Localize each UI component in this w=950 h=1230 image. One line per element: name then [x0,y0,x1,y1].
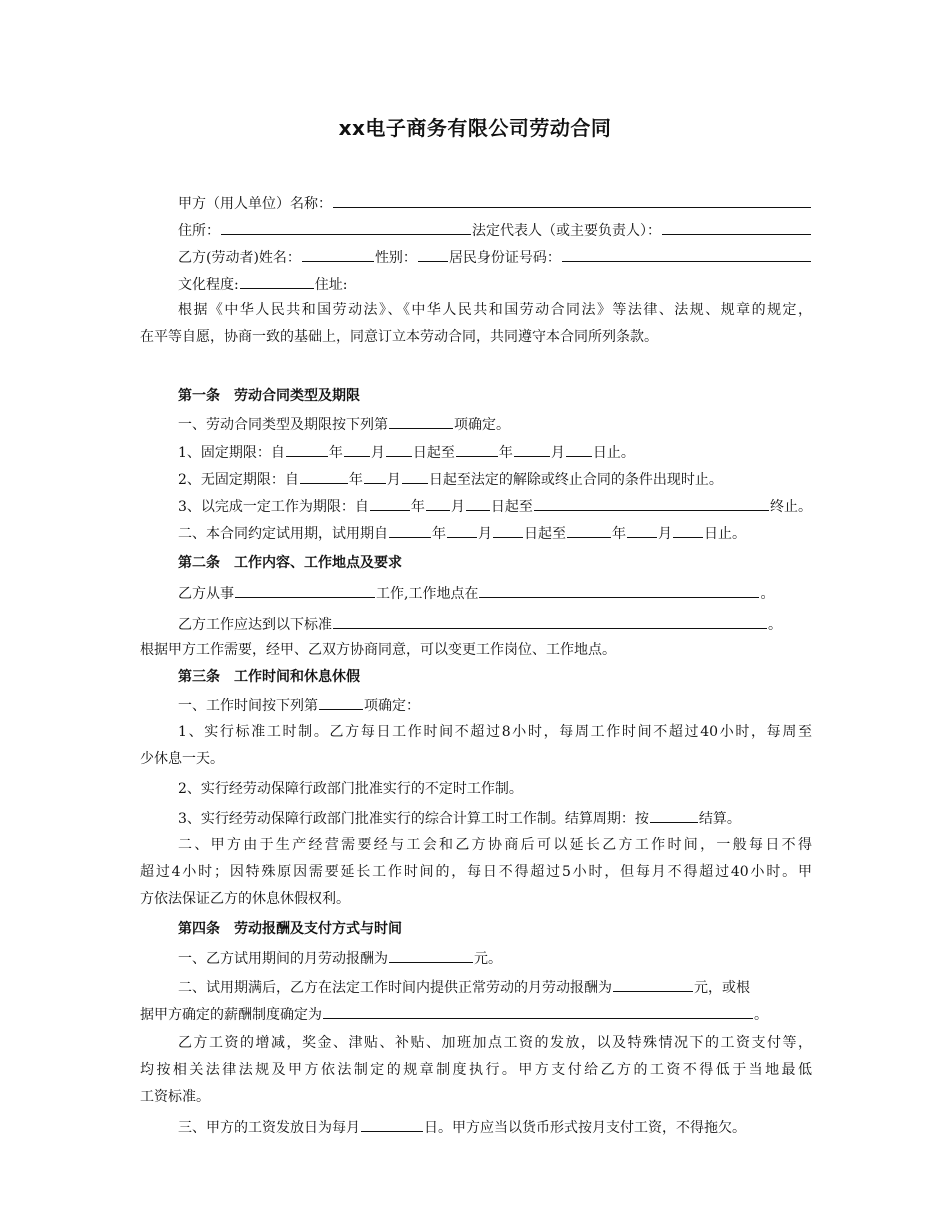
residence-label: 住址: [314,277,348,293]
work-location-blank[interactable] [479,582,759,598]
fixed-end-day-blank[interactable] [566,441,592,457]
day-from-label: 日起至 [490,499,533,515]
article4-line-5: 均按相关法律法规及甲方依法制定的规章制度执行。甲方支付给乙方的工资不得低于当地最低 [140,1062,812,1078]
article3-heading: 第三条 工作时间和休息休假 [178,669,360,685]
year-label: 年 [328,445,343,461]
gender-label: 性别： [374,250,417,266]
work-standard-line [178,613,812,635]
regular-pay-label: 二、试用期满后，乙方在法定工作时间内提供正常劳动的月劳动报酬为 [178,980,612,996]
fixed-start-month-blank[interactable] [344,441,370,457]
open-term-suffix: 日起至法定的解除或终止合同的条件出现时止。 [428,472,723,488]
party-b-name-label: 乙方(劳动者)姓名： [178,250,301,266]
work-hours-suffix: 项确定： [364,698,420,714]
payday-suffix: 日。甲方应当以货币形式按月支付工资，不得拖欠。 [424,1120,746,1136]
salary-system-blank[interactable] [323,1003,753,1019]
probation-line [178,522,812,544]
party-b-line [178,246,812,268]
day-from-label: 日起至 [524,526,566,542]
probation-end-year-blank[interactable] [567,522,611,538]
article4-line-2 [178,976,812,998]
year-label: 年 [498,445,513,461]
id-number-label: 居民身份证号码： [448,250,561,266]
gender-blank[interactable] [418,246,448,262]
article1-line-1 [178,413,812,435]
article3-line-1 [178,694,812,716]
task-start-year-blank[interactable] [370,495,410,511]
fixed-term-line [178,441,812,463]
party-a-name-blank[interactable] [333,192,811,208]
year-label: 年 [348,472,363,488]
open-term-label: 2、无固定期限：自 [178,472,299,488]
article4-line-4: 乙方工资的增减，奖金、津贴、补贴、加班加点工资的发放，以及特殊情况下的工资支付等， [178,1035,812,1051]
job-line [178,582,812,604]
article4-heading: 第四条 劳动报酬及支付方式与时间 [178,921,402,937]
task-description-blank[interactable] [534,495,769,511]
open-start-month-blank[interactable] [364,468,386,484]
address-line [178,219,812,241]
article4-line-6: 工资标准。 [140,1089,210,1105]
probation-label: 二、本合同约定试用期，试用期自 [178,526,388,542]
probation-end-month-blank[interactable] [627,522,657,538]
comprehensive-hours-label: 3、实行经劳动保障行政部门批准实行的综合计算工时工作制。结算周期：按 [178,811,649,827]
article4-line-7 [178,1116,812,1138]
settlement-suffix: 结算。 [698,811,741,827]
day-from-label: 日起至 [412,445,455,461]
settlement-period-blank[interactable] [650,807,698,823]
article3-line-5 [178,807,812,829]
article2-line-3: 根据甲方工作需要，经甲、乙双方协商同意，可以变更工作岗位、工作地点。 [140,642,616,658]
job-label: 乙方从事 [178,586,234,602]
work-hours-type-blank[interactable] [319,694,363,710]
month-label: 月 [658,526,672,542]
article1-heading: 第一条 劳动合同类型及期限 [178,388,360,404]
article3-line-6: 二、甲方由于生产经营需要经与工会和乙方协商后可以延长乙方工作时间，一般每日不得 [178,837,812,853]
article1-l1-suffix: 项确定。 [454,417,510,433]
article3-line-3: 少休息一天。 [140,751,224,767]
month-label: 月 [370,445,385,461]
article4-line-1 [178,947,812,969]
article1-l1-text: 一、劳动合同类型及期限按下列第 [178,417,388,433]
party-a-name-label: 甲方（用人单位）名称： [178,196,332,212]
work-standard-label: 乙方工作应达到以下标准 [178,617,332,633]
task-term-label: 3、以完成一定工作为期限：自 [178,499,369,515]
task-term-suffix: 终止。 [770,499,812,515]
month-label: 月 [450,499,465,515]
salary-system-period: 。 [754,1007,768,1023]
article3-line-2: 1、实行标准工时制。乙方每日工作时间不超过8小时，每周工作时间不超过40小时，每周至 [178,724,812,740]
task-start-month-blank[interactable] [426,495,450,511]
article3-line-4: 2、实行经劳动保障行政部门批准实行的不定时工作制。 [178,781,523,797]
open-start-day-blank[interactable] [402,468,428,484]
year-label: 年 [612,526,626,542]
probation-pay-blank[interactable] [389,947,473,963]
open-term-line [178,468,812,490]
education-blank[interactable] [240,273,314,289]
year-label: 年 [432,526,446,542]
probation-pay-suffix: 元。 [474,951,502,967]
article2-heading: 第二条 工作内容、工作地点及要求 [178,555,402,571]
day-end-label: 日止。 [592,445,635,461]
article3-line-7: 超过4小时；因特殊原因需要延长工作时间的，每日不得超过5小时，但每月不得超过40小时。甲 [140,864,812,880]
task-start-day-blank[interactable] [466,495,490,511]
job-title-blank[interactable] [235,582,375,598]
salary-system-label: 据甲方确定的薪酬制度确定为 [140,1007,322,1023]
open-start-year-blank[interactable] [300,468,348,484]
payday-blank[interactable] [361,1116,423,1132]
work-standard-period: 。 [768,617,782,633]
probation-pay-label: 一、乙方试用期间的月劳动报酬为 [178,951,388,967]
regular-pay-blank[interactable] [613,976,693,992]
contract-type-blank[interactable] [389,413,453,429]
probation-start-month-blank[interactable] [447,522,477,538]
work-location-label: 工作,工作地点在 [376,586,479,602]
regular-pay-suffix: 元，或根 [694,980,750,996]
party-a-name-line [178,192,812,214]
month-label: 月 [550,445,565,461]
fixed-start-year-blank[interactable] [286,441,328,457]
probation-start-year-blank[interactable] [389,522,431,538]
payday-label: 三、甲方的工资发放日为每月 [178,1120,360,1136]
party-b-name-blank[interactable] [302,246,374,262]
education-line [178,273,812,295]
month-label: 月 [478,526,492,542]
legal-rep-label: 法定代表人（或主要负责人）： [472,223,661,239]
job-line-period: 。 [760,586,775,602]
work-hours-label: 一、工作时间按下列第 [178,698,318,714]
preamble-line-2: 在平等自愿，协商一致的基础上，同意订立本劳动合同，共同遵守本合同所列条款。 [140,329,658,345]
probation-end-day-blank[interactable] [673,522,703,538]
day-end-label: 日止。 [704,526,746,542]
address-blank[interactable] [221,219,471,235]
work-standard-blank[interactable] [333,613,767,629]
month-label: 月 [386,472,401,488]
fixed-end-month-blank[interactable] [514,441,550,457]
address-label: 住所： [178,223,220,239]
task-term-line [178,495,812,517]
legal-rep-blank[interactable] [662,219,811,235]
fixed-end-year-blank[interactable] [456,441,498,457]
page-title: xx电子商务有限公司劳动合同 [338,116,612,140]
preamble-line-1: 根据《中华人民共和国劳动法》、《中华人民共和国劳动合同法》等法律、法规、规章的规定， [178,302,812,318]
probation-start-day-blank[interactable] [493,522,523,538]
id-number-blank[interactable] [562,246,811,262]
article3-line-8: 方依法保证乙方的休息休假权利。 [140,891,350,907]
fixed-start-day-blank[interactable] [386,441,412,457]
education-label: 文化程度: [178,277,239,293]
year-label: 年 [410,499,425,515]
fixed-term-label: 1、固定期限：自 [178,445,285,461]
article4-line-3 [140,1003,812,1025]
